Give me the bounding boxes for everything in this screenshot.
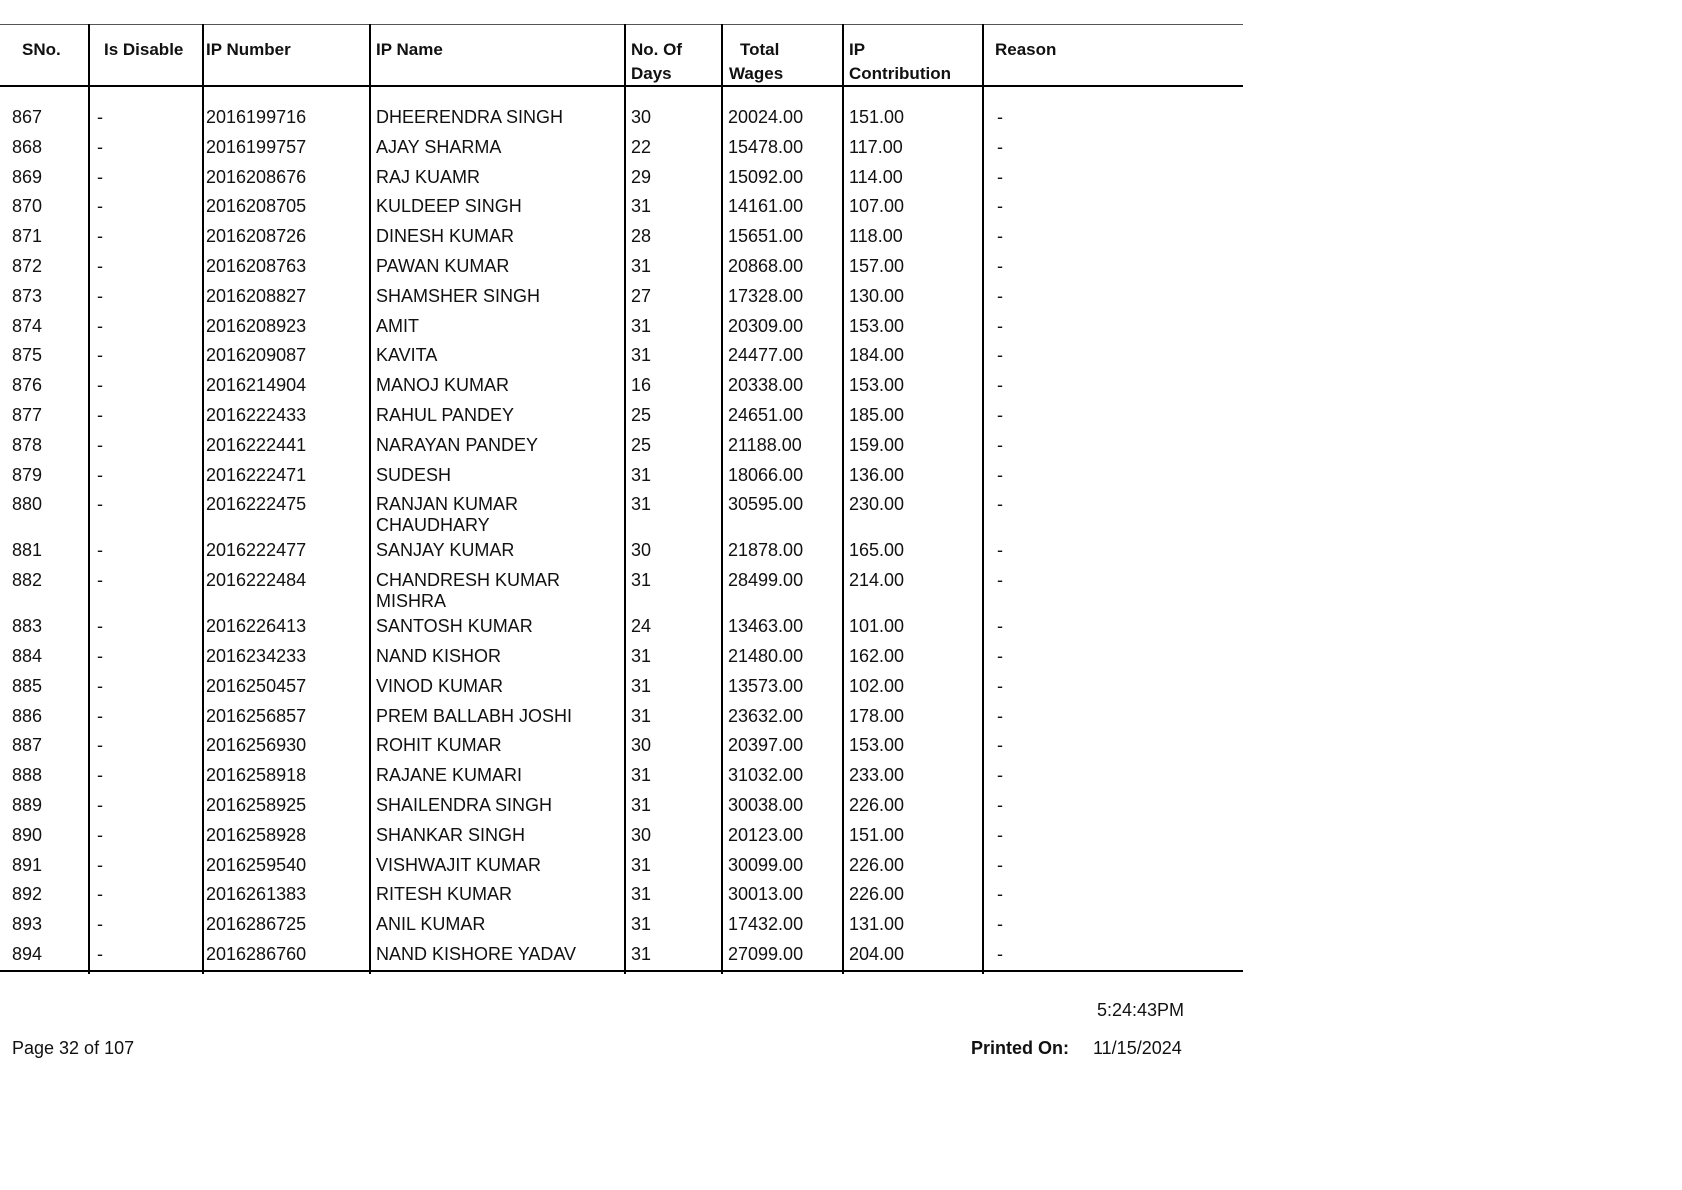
cell-reason: -	[997, 375, 1003, 396]
cell-wages: 24651.00	[728, 404, 804, 425]
cell-ip-number: 2016208923	[206, 315, 307, 336]
table-row	[0, 137, 1243, 167]
print-date: 11/15/2024	[1093, 1038, 1182, 1058]
cell-ip-number: 2016258925	[206, 794, 307, 815]
table-row	[0, 494, 1243, 540]
header-reason: Reason	[995, 40, 1057, 59]
cell-contribution: 114.00	[849, 166, 903, 187]
table-row	[0, 286, 1243, 316]
cell-days: 31	[631, 943, 652, 964]
cell-days: 28	[631, 226, 652, 247]
cell-ip-number: 2016209087	[206, 345, 307, 366]
table-top-rule	[0, 24, 1243, 25]
cell-wages: 21878.00	[728, 540, 804, 561]
table-row	[0, 316, 1243, 346]
cell-ip-name: MANOJ KUMAR	[376, 375, 510, 396]
cell-wages: 20309.00	[728, 315, 804, 336]
cell-sno: 869	[12, 166, 43, 187]
cell-ip-name: RANJAN KUMAR CHAUDHARY	[376, 494, 519, 536]
cell-ip-name: DINESH KUMAR	[376, 226, 515, 247]
cell-reason: -	[997, 735, 1003, 756]
cell-ip-number: 2016208726	[206, 226, 307, 247]
cell-ip-name: NAND KISHOR	[376, 645, 502, 666]
cell-sno: 878	[12, 434, 43, 455]
cell-contribution: 159.00	[849, 434, 905, 455]
page-number: Page 32 of 107	[12, 1038, 135, 1058]
cell-ip-number: 2016286760	[206, 943, 307, 964]
cell-reason: -	[997, 404, 1003, 425]
cell-sno: 891	[12, 854, 43, 875]
cell-is-disable: -	[97, 765, 103, 786]
cell-ip-number: 2016199757	[206, 136, 307, 157]
table-row	[0, 375, 1243, 405]
cell-reason: -	[997, 914, 1003, 935]
cell-sno: 867	[12, 107, 43, 127]
cell-ip-name: NARAYAN PANDEY	[376, 434, 539, 455]
cell-contribution: 102.00	[849, 675, 905, 696]
cell-wages: 24477.00	[728, 345, 804, 366]
cell-wages: 15478.00	[728, 136, 804, 157]
cell-reason: -	[997, 824, 1003, 845]
cell-days: 31	[631, 794, 652, 815]
cell-contribution: 185.00	[849, 404, 905, 425]
cell-contribution: 226.00	[849, 854, 905, 875]
cell-days: 30	[631, 540, 652, 561]
cell-wages: 20397.00	[728, 735, 804, 756]
cell-days: 31	[631, 494, 652, 515]
cell-days: 16	[631, 375, 652, 396]
cell-contribution: 118.00	[849, 226, 903, 247]
cell-wages: 18066.00	[728, 464, 804, 485]
cell-sno: 877	[12, 404, 43, 425]
table-row	[0, 646, 1243, 676]
cell-sno: 883	[12, 616, 43, 637]
cell-is-disable: -	[97, 464, 103, 485]
cell-reason: -	[997, 226, 1003, 247]
cell-is-disable: -	[97, 675, 103, 696]
cell-is-disable: -	[97, 255, 103, 276]
cell-reason: -	[997, 705, 1003, 726]
cell-sno: 876	[12, 375, 43, 396]
cell-reason: -	[997, 136, 1003, 157]
table-row	[0, 570, 1243, 616]
cell-ip-number: 2016222484	[206, 570, 307, 591]
cell-contribution: 117.00	[849, 136, 903, 157]
cell-is-disable: -	[97, 315, 103, 336]
header-total-wages	[729, 38, 784, 86]
header-wages-line2: Wages	[729, 64, 784, 83]
cell-days: 27	[631, 285, 652, 306]
cell-days: 22	[631, 136, 652, 157]
cell-ip-name: SHAILENDRA SINGH	[376, 794, 553, 815]
cell-is-disable: -	[97, 494, 103, 515]
cell-ip-name: KAVITA	[376, 345, 438, 366]
table-row	[0, 226, 1243, 256]
cell-ip-number: 2016199716	[206, 107, 307, 127]
cell-sno: 887	[12, 735, 43, 756]
cell-contribution: 162.00	[849, 645, 905, 666]
cell-ip-number: 2016222477	[206, 540, 307, 561]
cell-days: 29	[631, 166, 652, 187]
cell-contribution: 230.00	[849, 494, 905, 515]
table-row	[0, 884, 1243, 914]
cell-is-disable: -	[97, 540, 103, 561]
cell-is-disable: -	[97, 285, 103, 306]
cell-ip-number: 2016222441	[206, 434, 307, 455]
cell-wages: 17328.00	[728, 285, 804, 306]
cell-wages: 14161.00	[728, 196, 804, 217]
cell-sno: 880	[12, 494, 43, 515]
cell-contribution: 153.00	[849, 375, 905, 396]
cell-ip-number: 2016286725	[206, 914, 307, 935]
cell-ip-number: 2016258928	[206, 824, 307, 845]
cell-days: 31	[631, 765, 652, 786]
cell-ip-name: SHANKAR SINGH	[376, 824, 526, 845]
cell-ip-name: DHEERENDRA SINGH	[376, 107, 564, 127]
cell-reason: -	[997, 854, 1003, 875]
header-rule	[0, 85, 1243, 87]
cell-contribution: 165.00	[849, 540, 905, 561]
cell-wages: 20123.00	[728, 824, 804, 845]
cell-reason: -	[997, 645, 1003, 666]
cell-sno: 868	[12, 136, 43, 157]
cell-wages: 30099.00	[728, 854, 804, 875]
cell-reason: -	[997, 255, 1003, 276]
cell-ip-name: RAHUL PANDEY	[376, 404, 515, 425]
table-row	[0, 765, 1243, 795]
cell-is-disable: -	[97, 166, 103, 187]
header-no-of-days	[631, 38, 682, 86]
cell-ip-number: 2016222433	[206, 404, 307, 425]
cell-reason: -	[997, 570, 1003, 591]
cell-wages: 20024.00	[728, 107, 804, 127]
cell-is-disable: -	[97, 884, 103, 905]
cell-contribution: 204.00	[849, 943, 905, 964]
cell-wages: 15651.00	[728, 226, 804, 247]
cell-sno: 885	[12, 675, 43, 696]
cell-is-disable: -	[97, 345, 103, 366]
cell-sno: 894	[12, 943, 43, 964]
cell-is-disable: -	[97, 196, 103, 217]
cell-wages: 17432.00	[728, 914, 804, 935]
cell-days: 31	[631, 854, 652, 875]
cell-days: 30	[631, 107, 652, 127]
cell-days: 30	[631, 824, 652, 845]
cell-ip-name: AJAY SHARMA	[376, 136, 502, 157]
cell-reason: -	[997, 464, 1003, 485]
cell-sno: 881	[12, 540, 43, 561]
cell-sno: 873	[12, 285, 43, 306]
cell-days: 31	[631, 914, 652, 935]
cell-ip-number: 2016208827	[206, 285, 307, 306]
header-contribution-line1: IP	[849, 40, 866, 59]
cell-wages: 20338.00	[728, 375, 804, 396]
table-row	[0, 167, 1243, 197]
cell-contribution: 130.00	[849, 285, 905, 306]
cell-days: 31	[631, 196, 652, 217]
cell-reason: -	[997, 196, 1003, 217]
cell-ip-number: 2016250457	[206, 675, 307, 696]
cell-ip-number: 2016208676	[206, 166, 307, 187]
cell-reason: -	[997, 884, 1003, 905]
cell-ip-number: 2016222471	[206, 464, 307, 485]
cell-ip-number: 2016222475	[206, 494, 307, 515]
cell-is-disable: -	[97, 404, 103, 425]
cell-sno: 889	[12, 794, 43, 815]
table-row	[0, 540, 1243, 570]
cell-sno: 870	[12, 196, 43, 217]
cell-is-disable: -	[97, 226, 103, 247]
header-ip-name: IP Name	[376, 40, 443, 59]
header-ip-contribution	[849, 38, 951, 86]
cell-sno: 871	[12, 226, 43, 247]
table-row	[0, 825, 1243, 855]
table-row	[0, 706, 1243, 736]
cell-ip-name: SANTOSH KUMAR	[376, 616, 533, 637]
cell-is-disable: -	[97, 705, 103, 726]
cell-reason: -	[997, 943, 1003, 964]
cell-contribution: 233.00	[849, 765, 905, 786]
cell-reason: -	[997, 345, 1003, 366]
cell-sno: 884	[12, 645, 43, 666]
cell-ip-number: 2016208763	[206, 255, 307, 276]
header-contribution-line2: Contribution	[849, 64, 951, 83]
cell-ip-number: 2016226413	[206, 616, 307, 637]
cell-ip-number: 2016258918	[206, 765, 307, 786]
cell-ip-name: ANIL KUMAR	[376, 914, 486, 935]
cell-wages: 30595.00	[728, 494, 804, 515]
cell-ip-name: SUDESH	[376, 464, 452, 485]
cell-wages: 13463.00	[728, 616, 804, 637]
cell-wages: 21188.00	[728, 434, 802, 455]
cell-reason: -	[997, 765, 1003, 786]
cell-days: 25	[631, 434, 652, 455]
cell-wages: 30038.00	[728, 794, 804, 815]
cell-is-disable: -	[97, 645, 103, 666]
print-time: 5:24:43PM	[1097, 1000, 1185, 1020]
cell-days: 31	[631, 675, 652, 696]
cell-contribution: 107.00	[849, 196, 905, 217]
cell-sno: 892	[12, 884, 43, 905]
cell-is-disable: -	[97, 943, 103, 964]
cell-reason: -	[997, 434, 1003, 455]
cell-wages: 15092.00	[728, 166, 804, 187]
cell-reason: -	[997, 107, 1003, 127]
cell-contribution: 131.00	[849, 914, 905, 935]
cell-ip-name: RAJANE KUMARI	[376, 765, 523, 786]
cell-is-disable: -	[97, 375, 103, 396]
cell-wages: 13573.00	[728, 675, 804, 696]
cell-wages: 30013.00	[728, 884, 804, 905]
table-row	[0, 465, 1243, 495]
cell-ip-name: CHANDRESH KUMAR MISHRA	[376, 570, 561, 612]
cell-wages: 27099.00	[728, 943, 804, 964]
cell-contribution: 151.00	[849, 107, 905, 127]
cell-ip-number: 2016234233	[206, 645, 307, 666]
table-row	[0, 855, 1243, 885]
cell-reason: -	[997, 675, 1003, 696]
cell-contribution: 153.00	[849, 315, 905, 336]
cell-reason: -	[997, 794, 1003, 815]
cell-days: 31	[631, 255, 652, 276]
cell-ip-name: VINOD KUMAR	[376, 675, 504, 696]
cell-sno: 890	[12, 824, 43, 845]
cell-contribution: 153.00	[849, 735, 905, 756]
cell-contribution: 214.00	[849, 570, 905, 591]
table-row	[0, 196, 1243, 226]
cell-ip-name: ROHIT KUMAR	[376, 735, 502, 756]
cell-days: 31	[631, 464, 652, 485]
table-row	[0, 256, 1243, 286]
cell-ip-number: 2016208705	[206, 196, 307, 217]
cell-sno: 886	[12, 705, 43, 726]
cell-ip-number: 2016214904	[206, 375, 307, 396]
printed-on-label: Printed On:	[971, 1038, 1069, 1058]
cell-is-disable: -	[97, 136, 103, 157]
cell-is-disable: -	[97, 735, 103, 756]
cell-sno: 893	[12, 914, 43, 935]
cell-is-disable: -	[97, 794, 103, 815]
cell-ip-name: PAWAN KUMAR	[376, 255, 510, 276]
table-row	[0, 735, 1243, 765]
cell-is-disable: -	[97, 434, 103, 455]
cell-is-disable: -	[97, 616, 103, 637]
cell-ip-number: 2016261383	[206, 884, 307, 905]
table-row	[0, 435, 1243, 465]
cell-reason: -	[997, 616, 1003, 637]
cell-reason: -	[997, 494, 1003, 515]
cell-sno: 882	[12, 570, 43, 591]
cell-wages: 21480.00	[728, 645, 804, 666]
header-ip-number: IP Number	[206, 40, 291, 59]
table-row	[0, 107, 1243, 137]
header-days-line2: Days	[631, 64, 672, 83]
cell-is-disable: -	[97, 824, 103, 845]
cell-reason: -	[997, 285, 1003, 306]
table-body	[0, 107, 1243, 974]
cell-wages: 28499.00	[728, 570, 804, 591]
cell-ip-name: KULDEEP SINGH	[376, 196, 522, 217]
cell-ip-name: SHAMSHER SINGH	[376, 285, 541, 306]
cell-contribution: 226.00	[849, 794, 905, 815]
cell-ip-name: RAJ KUAMR	[376, 166, 481, 187]
table-row	[0, 914, 1243, 944]
cell-sno: 875	[12, 345, 43, 366]
table-row	[0, 405, 1243, 435]
cell-wages: 23632.00	[728, 705, 804, 726]
cell-contribution: 151.00	[849, 824, 905, 845]
cell-is-disable: -	[97, 914, 103, 935]
cell-is-disable: -	[97, 107, 103, 127]
cell-days: 31	[631, 645, 652, 666]
cell-days: 31	[631, 705, 652, 726]
cell-ip-number: 2016259540	[206, 854, 307, 875]
cell-days: 25	[631, 404, 652, 425]
cell-is-disable: -	[97, 570, 103, 591]
cell-contribution: 178.00	[849, 705, 905, 726]
cell-sno: 879	[12, 464, 43, 485]
cell-days: 31	[631, 884, 652, 905]
cell-wages: 20868.00	[728, 255, 804, 276]
table-row	[0, 795, 1243, 825]
contribution-report	[0, 24, 1243, 974]
cell-reason: -	[997, 166, 1003, 187]
cell-days: 30	[631, 735, 652, 756]
cell-ip-name: SANJAY KUMAR	[376, 540, 515, 561]
table-row	[0, 345, 1243, 375]
cell-contribution: 136.00	[849, 464, 905, 485]
header-sno: SNo.	[22, 40, 61, 59]
cell-contribution: 184.00	[849, 345, 905, 366]
cell-ip-name: NAND KISHORE YADAV	[376, 943, 577, 964]
cell-contribution: 226.00	[849, 884, 905, 905]
cell-days: 31	[631, 315, 652, 336]
header-days-line1: No. Of	[631, 40, 682, 59]
cell-is-disable: -	[97, 854, 103, 875]
cell-reason: -	[997, 315, 1003, 336]
cell-ip-number: 2016256930	[206, 735, 307, 756]
cell-days: 31	[631, 570, 652, 591]
table-row	[0, 944, 1243, 974]
cell-ip-name: VISHWAJIT KUMAR	[376, 854, 542, 875]
cell-ip-name: PREM BALLABH JOSHI	[376, 705, 573, 726]
cell-ip-name: RITESH KUMAR	[376, 884, 513, 905]
cell-ip-name: AMIT	[376, 315, 419, 336]
header-wages-line1: Total	[740, 40, 780, 59]
cell-sno: 888	[12, 765, 43, 786]
cell-contribution: 101.00	[849, 616, 905, 637]
table-row	[0, 616, 1243, 646]
cell-days: 31	[631, 345, 652, 366]
table-row	[0, 676, 1243, 706]
cell-sno: 872	[12, 255, 43, 276]
cell-wages: 31032.00	[728, 765, 804, 786]
cell-sno: 874	[12, 315, 43, 336]
cell-contribution: 157.00	[849, 255, 905, 276]
cell-reason: -	[997, 540, 1003, 561]
cell-ip-number: 2016256857	[206, 705, 307, 726]
cell-days: 24	[631, 616, 652, 637]
header-is-disable: Is Disable	[104, 40, 184, 59]
